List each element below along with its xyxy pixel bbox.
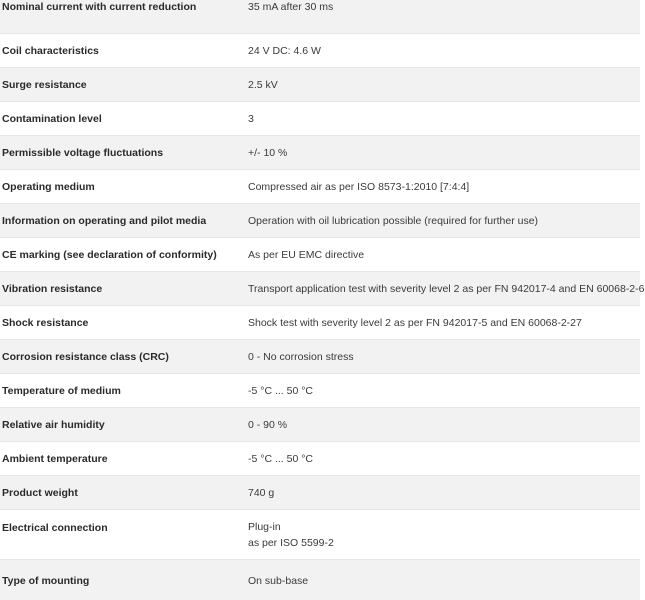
spec-value: Operation with oil lubrication possible (required for further use) [248, 215, 539, 227]
spec-label: Type of mounting [2, 575, 90, 587]
spec-value: 2.5 kV [248, 79, 278, 91]
spec-row-contamination-level [0, 102, 640, 136]
spec-row-surge-resistance [0, 68, 640, 102]
spec-value [248, 519, 334, 551]
spec-label: Shock resistance [2, 317, 89, 329]
spec-label: Information on operating and pilot media [2, 215, 207, 227]
spec-row-corrosion-resistance [0, 340, 640, 374]
spec-label: Vibration resistance [2, 283, 103, 295]
spec-row-ce-marking [0, 238, 640, 272]
spec-value: 35 mA after 30 ms [248, 1, 334, 13]
spec-label: Electrical connection [2, 522, 108, 534]
spec-row-product-weight [0, 476, 640, 510]
spec-label: Contamination level [2, 113, 102, 125]
value-line: Plug-in [248, 521, 281, 533]
spec-row-electrical-connection [0, 510, 640, 560]
spec-value: -5 °C ... 50 °C [248, 453, 313, 465]
spec-label: Ambient temperature [2, 453, 108, 465]
spec-row-vibration-resistance [0, 272, 645, 306]
spec-label: Product weight [2, 487, 78, 499]
spec-row-type-of-mounting [0, 560, 640, 600]
spec-label: Relative air humidity [2, 419, 105, 431]
spec-row-coil-characteristics [0, 34, 640, 68]
spec-row-medium-temperature [0, 374, 640, 408]
spec-row-operating-pilot-media [0, 204, 640, 238]
spec-label: Permissible voltage fluctuations [2, 147, 164, 159]
spec-value: 24 V DC: 4.6 W [248, 45, 321, 57]
spec-row-ambient-temperature [0, 442, 640, 476]
spec-label: CE marking (see declaration of conformity) [2, 249, 217, 261]
spec-value: Transport application test with severity level 2 as per FN 942017-4 and EN 60068-2-6 [248, 283, 645, 295]
spec-value: -5 °C ... 50 °C [248, 385, 313, 397]
spec-value: 0 - 90 % [248, 419, 288, 431]
spec-value: Compressed air as per ISO 8573-1:2010 [7:4:4] [248, 181, 470, 193]
spec-value: 740 g [248, 487, 275, 499]
spec-value: Shock test with severity level 2 as per FN 942017-5 and EN 60068-2-27 [248, 317, 582, 329]
spec-row-relative-humidity [0, 408, 640, 442]
spec-value: 3 [248, 113, 254, 125]
spec-label: Operating medium [2, 181, 95, 193]
spec-row-operating-medium [0, 170, 640, 204]
spec-value: As per EU EMC directive [248, 249, 365, 261]
spec-label: Corrosion resistance class (CRC) [2, 351, 169, 363]
spec-label: Temperature of medium [2, 385, 121, 397]
spec-value: On sub-base [248, 575, 309, 587]
value-line: as per ISO 5599-2 [248, 537, 334, 549]
spec-value: 0 - No corrosion stress [248, 351, 354, 363]
spec-row-voltage-fluctuations [0, 136, 640, 170]
spec-label: Nominal current with current reduction [2, 1, 197, 13]
spec-label: Coil characteristics [2, 45, 99, 57]
spec-row-shock-resistance [0, 306, 640, 340]
spec-row-nominal-current [0, 0, 640, 34]
spec-value: +/- 10 % [248, 147, 288, 159]
spec-label: Surge resistance [2, 79, 87, 91]
